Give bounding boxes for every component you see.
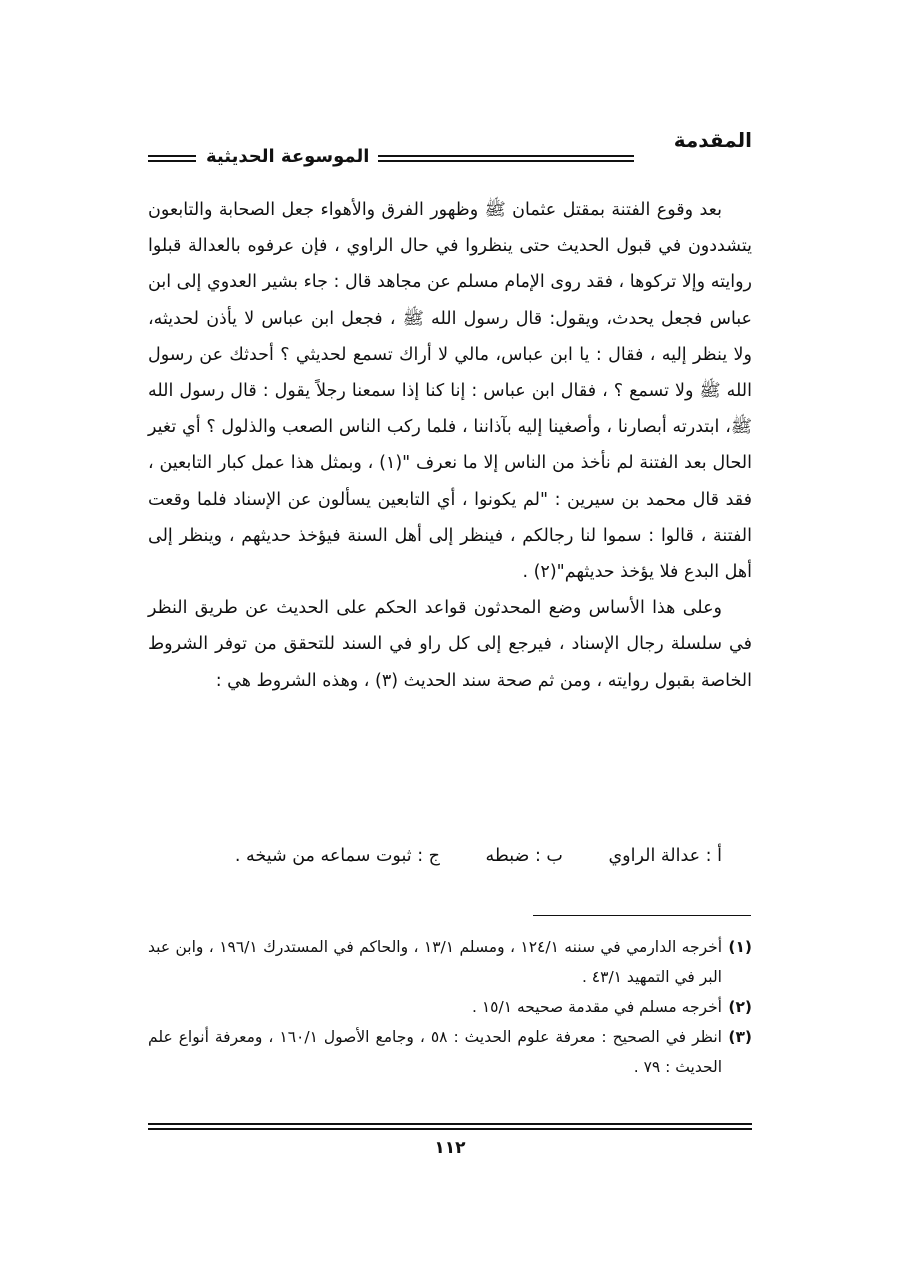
footnote-number: (٣) <box>728 1028 752 1046</box>
header-rule-short <box>148 155 196 162</box>
book-title: الموسوعة الحديثية <box>206 146 370 167</box>
main-text <box>148 192 752 699</box>
condition-a: أ : عدالة الراوي <box>608 846 722 866</box>
running-header <box>148 122 752 174</box>
page-number: ١١٢ <box>434 1138 466 1158</box>
header-rule <box>378 155 634 162</box>
conditions-list <box>148 838 722 874</box>
footer-rule <box>148 1123 752 1130</box>
footnote <box>148 992 752 1022</box>
footnotes <box>148 932 752 1082</box>
footnote-number: (٢) <box>728 998 752 1016</box>
footnote-text: انظر في الصحيح : معرفة علوم الحديث : ٥٨ ، وجامع الأصول ١٦٠/١ ، ومعرفة أنواع علم الحديث : ٧٩ . <box>148 1028 722 1076</box>
footnote <box>148 1022 752 1082</box>
condition-b: ب : ضبطه <box>485 846 563 866</box>
paragraph: بعد وقوع الفتنة بمقتل عثمان ﷺ وظهور الفرق والأهواء جعل الصحابة والتابعون يتشددون في قبول الحديث حتى ينظروا في حال الراوي ، فإن عرفوه بالعدالة قبلوا روايته وإلا تركوها ، فقد روى الإمام مسلم عن مجاهد قال : جاء بشير العدوي إلى ابن عباس فجعل يحدث، ويقول: قال رسول الله ﷺ ، فجعل ابن عباس لا يأذن لحديثه، ولا ينظر إليه ، فقال : يا ابن عباس، مالي لا أراك تسمع لحديثي ؟ أحدثك عن رسول الله ﷺ ولا تسمع ؟ ، فقال ابن عباس : إنا كنا إذا سمعنا رجلاً يقول : قال رسول الله ﷺ، ابتدرته أبصارنا ، وأصغينا إليه بآذاننا ، فلما ركب الناس الصعب والذلول ؟ أي تغير الحال بعد الفتنة لم نأخذ من الناس إلا ما نعرف "(١) ، وبمثل هذا عمل كبار التابعين ، فقد قال محمد بن سيرين : "لم يكونوا ، أي التابعين يسألون عن الإسناد فلما وقعت الفتنة ، قالوا : سموا لنا رجالكم ، فينظر إلى أهل السنة فيؤخذ حديثهم ، وينظر إلى أهل البدع فلا يؤخذ حديثهم"(٢) . <box>148 200 752 583</box>
footnote-number: (١) <box>728 938 752 956</box>
chapter-title: المقدمة <box>673 128 752 152</box>
paragraph: وعلى هذا الأساس وضع المحدثون قواعد الحكم على الحديث عن طريق النظر في سلسلة رجال الإسناد ، فيرجع إلى كل راو في السند للتحقق من توفر الشروط الخاصة بقبول روايته ، ومن ثم صحة سند الحديث (٣) ، وهذه الشروط هي : <box>148 598 752 691</box>
footnote-separator <box>533 915 751 916</box>
footnote <box>148 932 752 992</box>
condition-c: ج : ثبوت سماعه من شيخه . <box>234 846 440 866</box>
footnote-text: أخرجه الدارمي في سننه ١٢٤/١ ، ومسلم ١٣/١ ، والحاكم في المستدرك ١٩٦/١ ، وابن عبد البر في التمهيد ٤٣/١ . <box>148 938 723 986</box>
footnote-text: أخرجه مسلم في مقدمة صحيحه ١٥/١ . <box>472 998 722 1016</box>
